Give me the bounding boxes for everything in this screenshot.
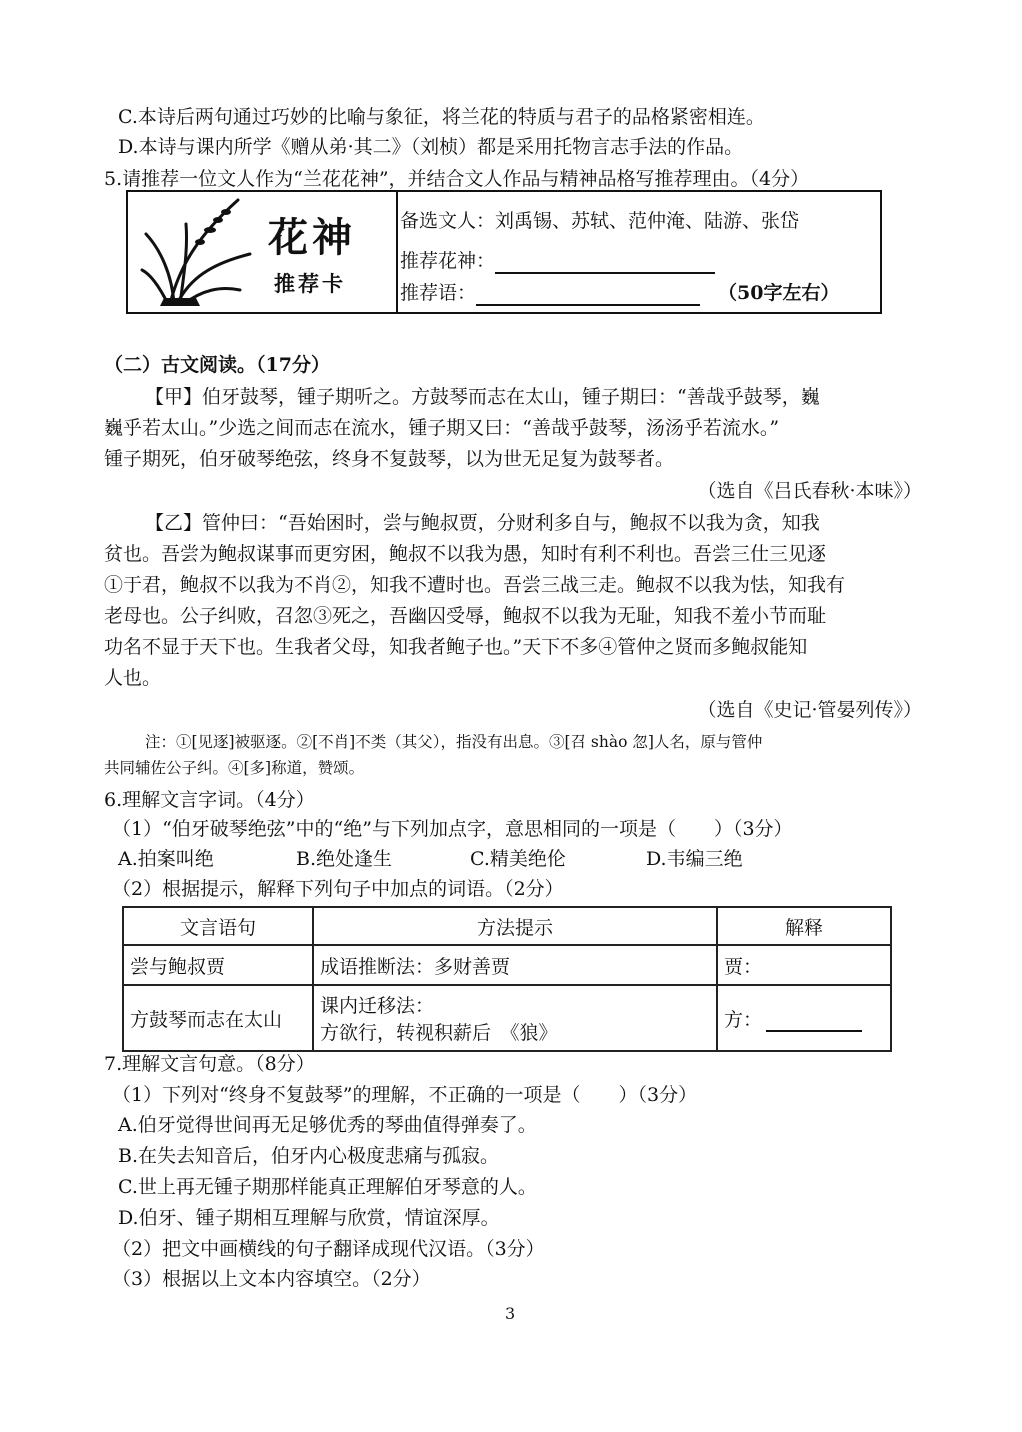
q4-option-c: C.本诗后两句通过巧妙的比喻与象征，将兰花的特质与君子的品格紧密相连。	[118, 106, 765, 128]
q7-sub3: （3）根据以上文本内容填空。（2分）	[112, 1268, 431, 1290]
table-header-row	[123, 907, 891, 945]
q7-option-b[interactable]: B.在失去知音后，伯牙内心极度悲痛与孤寂。	[118, 1145, 500, 1167]
table-cell-answer[interactable]	[717, 985, 891, 1051]
q6-sub1: （1）“伯牙破琴绝弦”中的“绝”与下列加点字，意思相同的一项是（ ）（3分）	[112, 818, 793, 840]
table-row	[123, 985, 891, 1051]
table-row	[123, 945, 891, 985]
explanation-table	[122, 906, 892, 1052]
table-cell-answer[interactable]	[717, 945, 891, 985]
q6-heading: 6.理解文言字词。（4分）	[104, 789, 315, 811]
note-line-1: 注：①[见逐]被驱逐。②[不肖]不类（其父），指没有出息。③[召 shào 忽]人名，原与管仲	[145, 733, 763, 751]
table-header: 解释	[717, 907, 891, 945]
yi-line-4: 老母也。公子纠败，召忽③死之，吾幽囚受辱，鲍叔不以我为无耻，知我不羞小节而耻	[104, 605, 827, 627]
table-header: 方法提示	[313, 907, 717, 945]
answer-blank[interactable]	[766, 1030, 862, 1032]
card-title: 花神	[268, 214, 356, 261]
note-line-2: 共同辅佐公子纠。④[多]称道，赞颂。	[104, 759, 365, 777]
q5-prompt: 5.请推荐一位文人作为“兰花花神”，并结合文人作品与精神品格写推荐理由。（4分）	[104, 168, 810, 190]
q7-option-a[interactable]: A.伯牙觉得世间再无足够优秀的琴曲值得弹奏了。	[118, 1114, 537, 1136]
card-emblem	[128, 192, 398, 312]
q6-option-c[interactable]: C.精美绝伦	[470, 848, 566, 870]
q4-option-d: D.本诗与课内所学《赠从弟·其二》（刘桢）都是采用托物言志手法的作品。	[118, 136, 744, 158]
q7-option-d[interactable]: D.伯牙、锺子期相互理解与欣赏，情谊深厚。	[118, 1207, 500, 1229]
reason-note: （50字左右）	[718, 282, 840, 304]
yi-line-6: 人也。	[104, 667, 162, 689]
q7-option-c[interactable]: C.世上再无锺子期那样能真正理解伯牙琴意的人。	[118, 1176, 537, 1198]
table-cell-sentence: 方鼓琴而志在太山	[123, 985, 313, 1051]
yi-line-3: ①于君，鲍叔不以我为不肖②，知我不遭时也。吾尝三战三走。鲍叔不以我为怯，知我有	[104, 574, 846, 596]
jia-line-1: 【甲】伯牙鼓琴，锺子期听之。方鼓琴而志在太山，锺子期曰：“善哉乎鼓琴，巍	[145, 386, 820, 408]
yi-line-2: 贫也。吾尝为鲍叔谋事而更穷困，鲍叔不以我为愚，知时有利不利也。吾尝三仕三见逐	[104, 543, 827, 565]
q7-sub2: （2）把文中画横线的句子翻译成现代汉语。（3分）	[112, 1238, 545, 1260]
q6-option-b[interactable]: B.绝处逢生	[296, 848, 393, 870]
card-subtitle: 推荐卡	[274, 271, 346, 296]
q7-sub1: （1）下列对“终身不复鼓琴”的理解，不正确的一项是（ ）（3分）	[112, 1084, 698, 1106]
section2-heading: （二）古文阅读。（17分）	[104, 354, 330, 376]
reason-label: 推荐语：	[400, 282, 477, 304]
table-header: 文言语句	[123, 907, 313, 945]
hint-line-1: 课内迁移法：	[320, 995, 435, 1017]
answer-label: 方：	[724, 1008, 763, 1031]
orchid-icon	[140, 194, 270, 310]
q6-sub2: （2）根据提示，解释下列句子中加点的词语。（2分）	[112, 878, 564, 900]
flower-god-recommendation-card	[126, 190, 882, 314]
yi-source: （选自《史记·管晏列传》）	[697, 699, 922, 721]
hint-line-2: 方欲行，转视积薪后 《狼》	[320, 1022, 558, 1044]
q6-option-a[interactable]: A.拍案叫绝	[118, 848, 214, 870]
recommend-label: 推荐花神：	[400, 250, 496, 272]
jia-line-2: 巍乎若太山。”少选之间而志在流水，锺子期又曰：“善哉乎鼓琴，汤汤乎若流水。”	[104, 417, 780, 439]
reason-blank[interactable]	[476, 304, 700, 306]
recommend-row	[400, 248, 715, 274]
yi-line-5: 功名不显于天下也。生我者父母，知我者鲍子也。”天下不多④管仲之贤而多鲍叔能知	[104, 636, 808, 658]
recommend-blank[interactable]	[495, 272, 715, 274]
jia-source: （选自《吕氏春秋·本味》）	[697, 480, 922, 502]
table-cell-hint	[313, 985, 717, 1051]
table-cell-hint: 成语推断法：多财善贾	[313, 945, 717, 985]
reason-row	[400, 280, 839, 306]
answer-label: 贾：	[724, 955, 763, 978]
yi-line-1: 【乙】管仲曰：“吾始困时，尝与鲍叔贾，分财利多自与，鲍叔不以我为贪，知我	[145, 512, 820, 534]
jia-line-3: 锺子期死，伯牙破琴绝弦，终身不复鼓琴，以为世无足复为鼓琴者。	[104, 448, 675, 470]
candidate-list: 备选文人：刘禹锡、苏轼、范仲淹、陆游、张岱	[400, 210, 800, 232]
table-cell-sentence: 尝与鲍叔贾	[123, 945, 313, 985]
q6-option-d[interactable]: D.韦编三绝	[646, 848, 743, 870]
page-number: 3	[505, 1304, 516, 1323]
q7-heading: 7.理解文言句意。（8分）	[104, 1053, 315, 1075]
